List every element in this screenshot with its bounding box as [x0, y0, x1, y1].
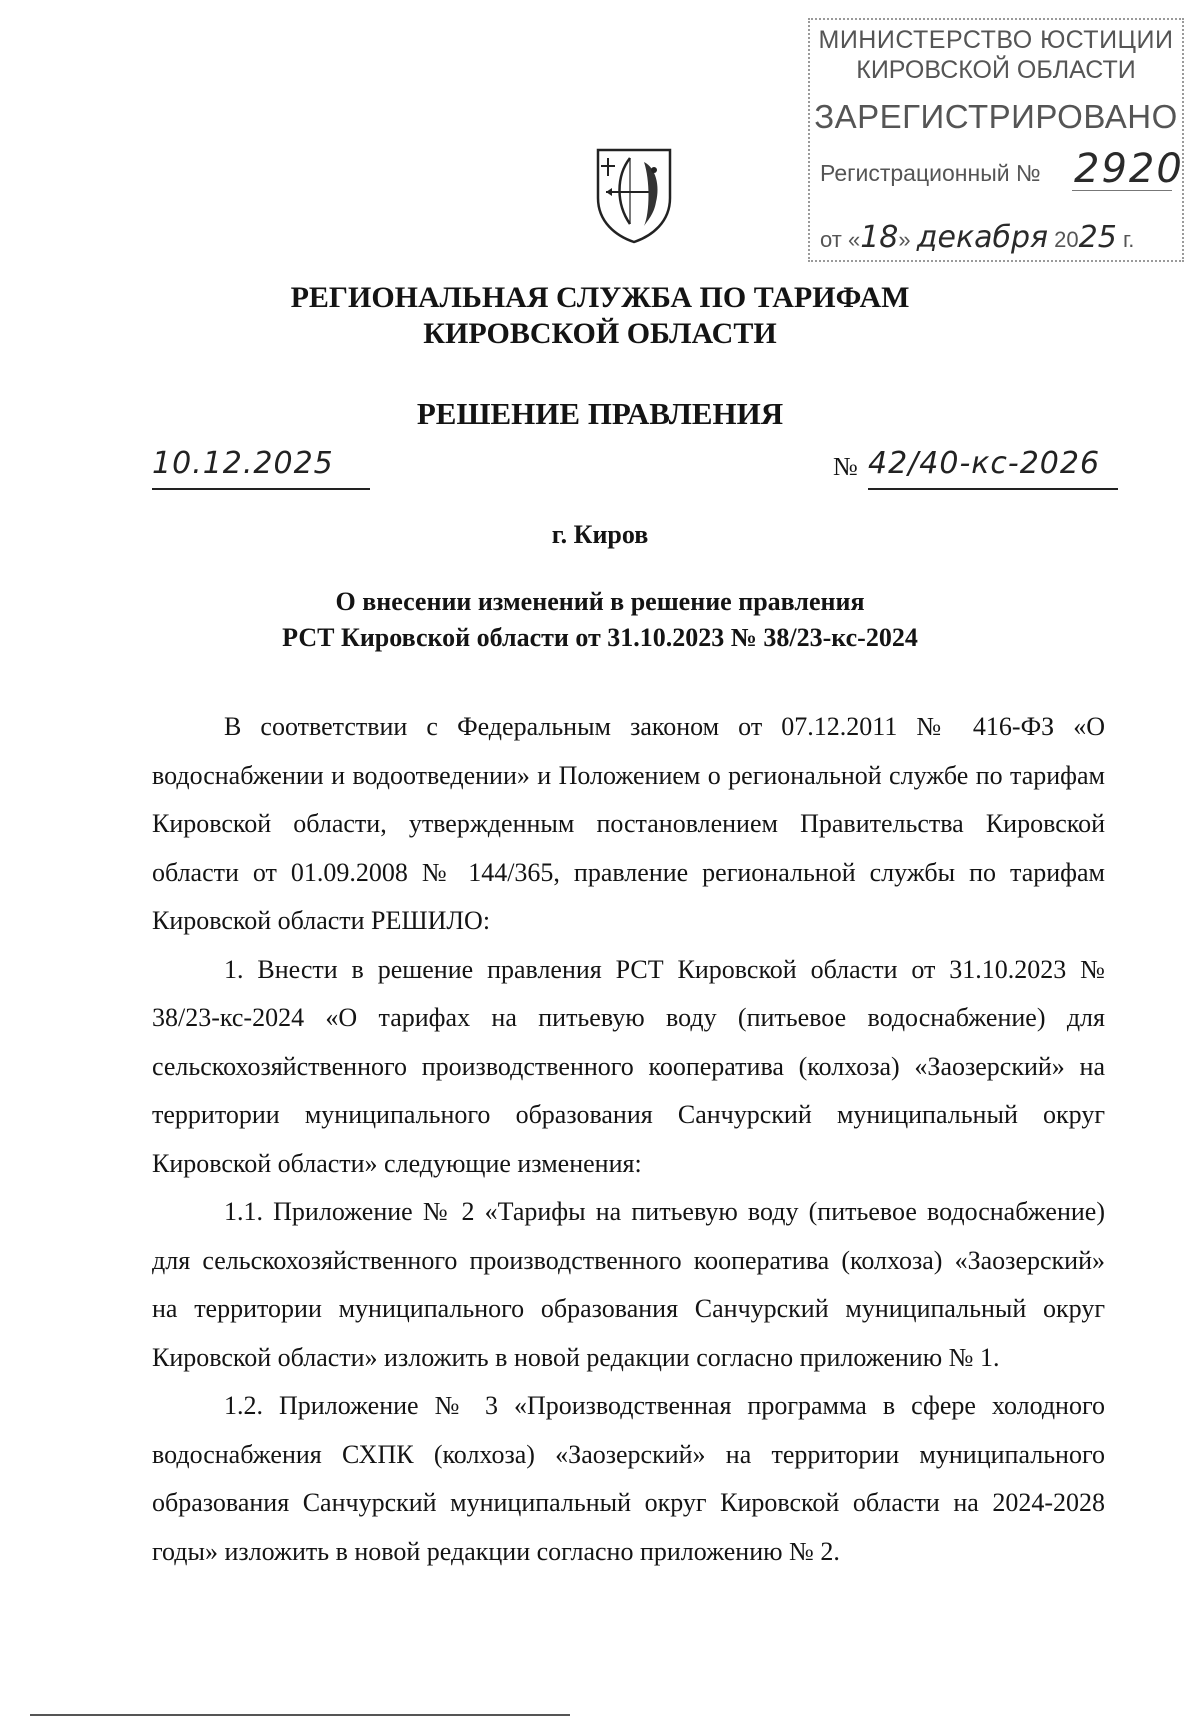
stamp-day: 18 [860, 220, 899, 255]
registration-stamp [808, 18, 1184, 262]
org-name-line2: КИРОВСКОЙ ОБЛАСТИ [423, 317, 777, 350]
document-body [152, 703, 1105, 1576]
subject [0, 584, 1200, 656]
stamp-status: ЗАРЕГИСТРИРОВАНО [814, 98, 1178, 135]
preamble-paragraph: В соответствии с Федеральным законом от 07.12.2011 № 416-ФЗ «О водоснабжении и водоотведении» и Положением о региональной службе по тарифам Кировской области, утвержденным постановлением Правительства Кировской области от 01.09.2008 № 144/365, правление региональной службы по тарифам Кировской области РЕШИЛО: [152, 712, 1105, 935]
stamp-reg-label: Регистрационный № [820, 160, 1041, 186]
stamp-year-mark: г. [1122, 227, 1135, 252]
stamp-year-suffix: 25 [1078, 220, 1117, 255]
stamp-date [820, 220, 1134, 255]
stamp-date-prefix: от « [820, 227, 861, 252]
stamp-month: декабря [916, 220, 1049, 255]
decision-number-label: № [833, 452, 858, 481]
decision-number: 42/40-кс-2026 [868, 446, 1118, 490]
page-divider [30, 1714, 570, 1716]
clause-1-2: 1.2. Приложение № 3 «Производственная программа в сфере холодного водоснабжения СХПК (колхоза) «Заозерский» на территории муниципального образования Санчурский муниципальный округ Кировской области на 2024-2028 годы» изложить в новой редакции согласно приложению № 2. [152, 1391, 1105, 1566]
doc-type: РЕШЕНИЕ ПРАВЛЕНИЯ [416, 396, 784, 431]
stamp-ministry-line: МИНИСТЕРСТВО ЮСТИЦИИ [818, 26, 1174, 54]
stamp-region-line: КИРОВСКОЙ ОБЛАСТИ [856, 56, 1136, 84]
stamp-year-prefix: 20 [1054, 227, 1079, 252]
stamp-reg-number: 2920 [1074, 146, 1184, 192]
clause-1-1: 1.1. Приложение № 2 «Тарифы на питьевую воду (питьевое водоснабжение) для сельскохозяйственного производственного кооператива (колхоза) «Заозерский» на территории муниципального образования Санчурский муниципальный округ Кировской области» изложить в новой редакции согласно приложению № 1. [152, 1197, 1105, 1372]
stamp-reg-underline [1072, 190, 1172, 191]
clause-1: 1. Внести в решение правления РСТ Кировской области от 31.10.2023 № 38/23-кс-2024 «О тарифах на питьевую воду (питьевое водоснабжение) для сельскохозяйственного производственного кооператива (колхоза) «Заозерский» на территории муниципального образования Санчурский муниципальный округ Кировской области» следующие изменения: [152, 954, 1105, 1178]
org-name-line1: РЕГИОНАЛЬНАЯ СЛУЖБА ПО ТАРИФАМ [290, 281, 910, 314]
org-name [0, 280, 1200, 352]
subject-line1: О внесении изменений в решение правления [335, 587, 865, 616]
stamp-day-close: » [898, 227, 911, 252]
coat-of-arms-icon [594, 146, 674, 244]
subject-line2: РСТ Кировской области от 31.10.2023 № 38/23-кс-2024 [282, 623, 918, 652]
city: г. Киров [551, 520, 649, 549]
decision-date: 10.12.2025 [152, 446, 370, 490]
